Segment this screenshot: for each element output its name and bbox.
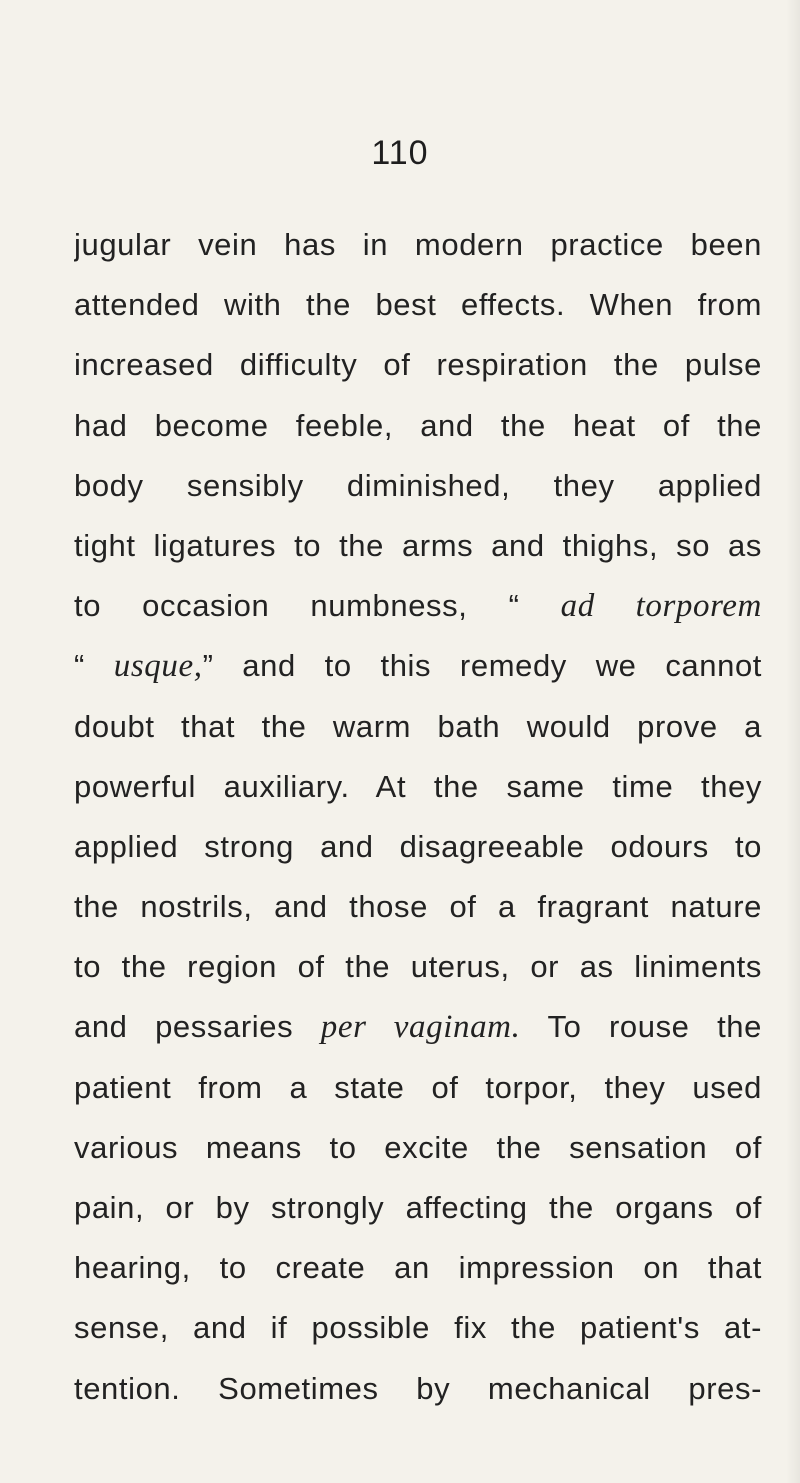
text-line: powerful auxiliary. At the same time they: [74, 768, 762, 804]
text-line: doubt that the warm bath would prove a: [74, 708, 762, 744]
text-line: increased difficulty of respiration the pulse: [74, 347, 762, 383]
latin-phrase: ad torporem: [560, 588, 762, 625]
latin-phrase: usque,: [113, 648, 203, 685]
text-line: pain, or by strongly affecting the organs of: [74, 1190, 762, 1225]
text-line: sense, and if possible fix the patient's at-: [74, 1310, 762, 1346]
text-line: tention. Sometimes by mechanical pres-: [74, 1370, 762, 1406]
text-line: jugular vein has in modern practice been: [74, 227, 762, 262]
text-line: “ usque,” and to this remedy we cannot: [74, 648, 762, 685]
text-line: patient from a state of torpor, they used: [74, 1069, 762, 1105]
text-line: body sensibly diminished, they applied: [74, 467, 762, 503]
text-line: the nostrils, and those of a fragrant nature: [74, 889, 762, 925]
text-line: had become feeble, and the heat of the: [74, 407, 762, 443]
text-line: tight ligatures to the arms and thighs, so as: [74, 527, 762, 563]
body-text: [74, 215, 762, 1419]
latin-phrase: per vaginam.: [320, 1009, 521, 1046]
text-line: applied strong and disagreeable odours to: [74, 828, 762, 864]
text-line: and pessaries per vaginam. To rouse the: [74, 1009, 762, 1046]
page-number: 110: [371, 134, 429, 172]
text-line: attended with the best effects. When from: [74, 287, 762, 323]
text-line: hearing, to create an impression on that: [74, 1250, 762, 1286]
text-line: to the region of the uterus, or as liniments: [74, 949, 762, 985]
text-line: various means to excite the sensation of: [74, 1129, 762, 1165]
page-edge-shadow: [786, 0, 800, 1483]
text-line: to occasion numbness, “ ad torporem: [74, 588, 762, 625]
